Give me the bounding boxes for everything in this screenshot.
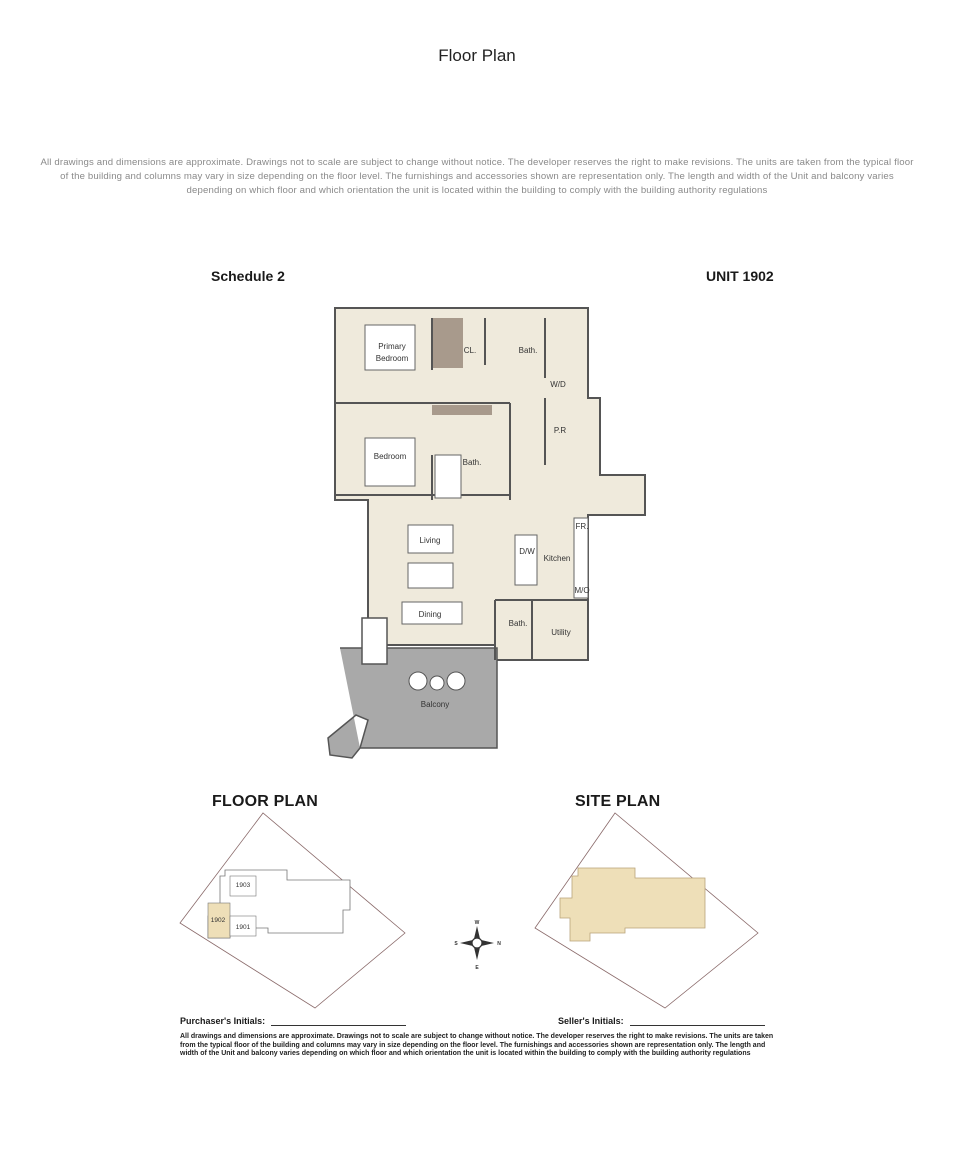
room-living: Living bbox=[419, 536, 441, 545]
balcony-table bbox=[430, 676, 444, 690]
compass-east: E bbox=[475, 965, 479, 971]
room-primary-bedroom-1: Primary bbox=[378, 342, 406, 351]
room-microwave-oven: M/O bbox=[574, 586, 590, 595]
closet-shelving bbox=[433, 318, 463, 368]
room-bath-second: Bath. bbox=[462, 458, 482, 467]
room-bath-third: Bath. bbox=[508, 619, 528, 628]
sofa bbox=[408, 563, 453, 588]
purchaser-initials-line bbox=[271, 1025, 406, 1026]
balcony-chair bbox=[409, 672, 427, 690]
bathtub bbox=[435, 455, 461, 498]
seller-initials-label: Seller's Initials: bbox=[558, 1016, 624, 1026]
kitchen-island bbox=[515, 535, 537, 585]
room-powder-room: P.R bbox=[553, 426, 567, 435]
page-title: Floor Plan bbox=[438, 46, 516, 65]
room-fridge: FR. bbox=[575, 522, 589, 531]
unit-1903-label: 1903 bbox=[235, 882, 251, 889]
room-dishwasher: D/W bbox=[519, 547, 535, 556]
room-balcony: Balcony bbox=[420, 700, 450, 709]
room-bath-primary: Bath. bbox=[518, 346, 538, 355]
schedule-label: Schedule 2 bbox=[211, 268, 285, 284]
site-plan bbox=[530, 808, 765, 1013]
balcony-area bbox=[328, 648, 497, 758]
key-floor-plan bbox=[175, 808, 410, 1013]
room-primary-bedroom-2: Bedroom bbox=[375, 354, 409, 363]
room-closet: CL. bbox=[463, 346, 477, 355]
compass-rose bbox=[452, 918, 512, 976]
room-bedroom: Bedroom bbox=[373, 452, 407, 461]
unit-1902-label: 1902 bbox=[210, 917, 226, 924]
compass-north: N bbox=[497, 941, 501, 947]
room-dining: Dining bbox=[418, 610, 442, 619]
room-utility: Utility bbox=[551, 628, 571, 637]
compass-center bbox=[472, 938, 482, 948]
purchaser-initials bbox=[180, 1016, 406, 1026]
compass-south: S bbox=[454, 941, 458, 947]
balcony-chair bbox=[447, 672, 465, 690]
seller-initials-line bbox=[630, 1025, 765, 1026]
room-washer-dryer: W/D bbox=[550, 380, 566, 389]
site-building bbox=[560, 868, 705, 941]
disclaimer-bottom: All drawings and dimensions are approximate. Drawings not to scale are subject to change without notice. The developer reserves the right to make revisions. The units are taken from the typical floor of the building and columns may vary in size depending on the floor level. The furnishings and accessories shown are representation only. The length and width of the Unit and balcony varies depending on which floor and which orientation the unit is located within the building to comply with the building authority regulations bbox=[180, 1033, 774, 1057]
balcony-column bbox=[362, 618, 387, 664]
site-plan-title: SITE PLAN bbox=[575, 793, 661, 810]
unit-1901-label: 1901 bbox=[235, 924, 251, 931]
seller-initials bbox=[558, 1016, 765, 1026]
hall-shelving bbox=[432, 405, 492, 415]
second-bed bbox=[365, 438, 415, 486]
unit-floor-plan bbox=[320, 300, 660, 770]
floor-plan-title: FLOOR PLAN bbox=[212, 793, 318, 810]
disclaimer-top: All drawings and dimensions are approximate. Drawings not to scale are subject to change without notice. The developer reserves the right to make revisions. The units are taken from the typical floor of the building and columns may vary in size depending on the floor level. The furnishings and accessories shown are representation only. The length and width of the Unit and balcony varies depending on which floor and which orientation the unit is located within the building to comply with the building authority regulations bbox=[40, 157, 914, 196]
compass-west: W bbox=[474, 920, 480, 926]
purchaser-initials-label: Purchaser's Initials: bbox=[180, 1016, 266, 1026]
unit-label: UNIT 1902 bbox=[706, 268, 774, 284]
room-kitchen: Kitchen bbox=[543, 554, 571, 563]
